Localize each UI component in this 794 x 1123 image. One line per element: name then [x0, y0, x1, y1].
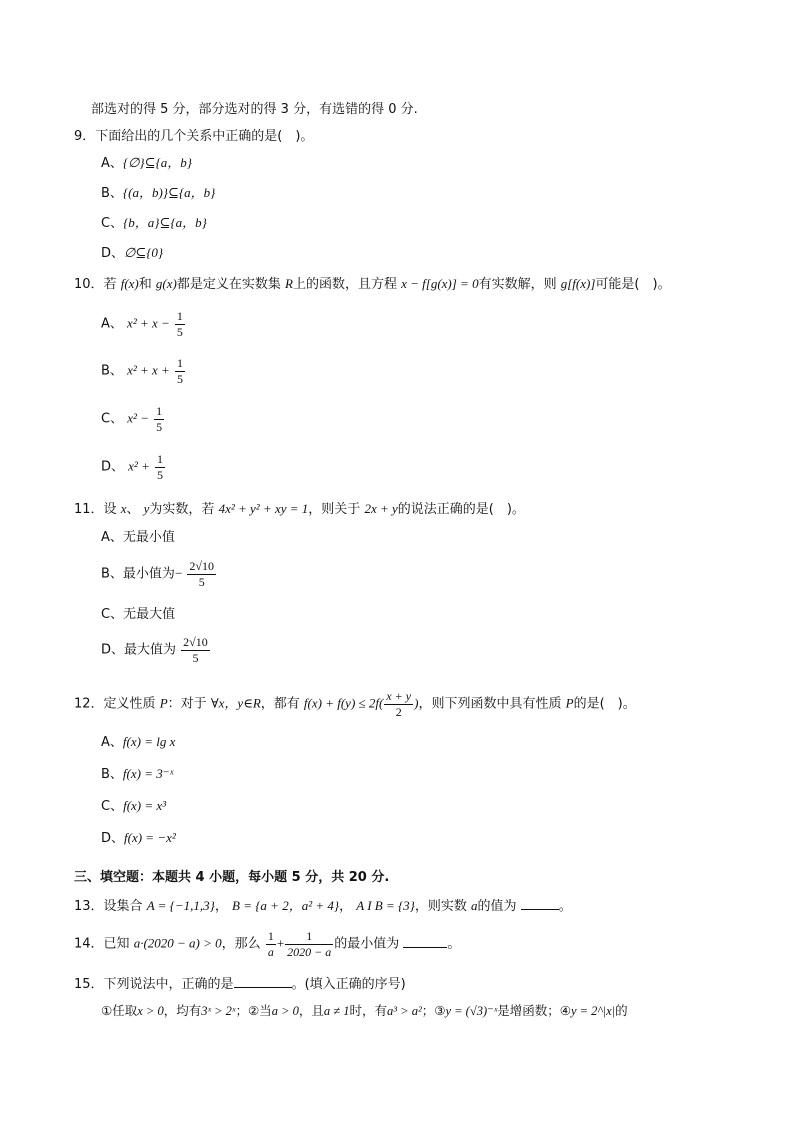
option-expr: f(x) = −x² — [124, 830, 176, 845]
math-var: a — [471, 898, 478, 913]
stem-text: 设 — [103, 502, 117, 517]
option-label: C、 — [101, 607, 124, 622]
option-label: B、 — [101, 363, 123, 379]
stem-text: 、 — [126, 502, 140, 517]
question-number: 12． — [74, 696, 104, 712]
option-11c — [101, 608, 175, 621]
denominator: 5 — [176, 324, 183, 339]
option-11b — [101, 560, 217, 588]
scoring-note: 部选对的得 5 分，部分选对的得 3 分，有选错的得 0 分. — [91, 102, 418, 117]
option-label: B、 — [101, 566, 123, 582]
math-condition: a ≠ 1 — [323, 1004, 350, 1018]
math-equation: x − f[g(x)] = 0 — [401, 276, 479, 291]
stem-text: 下列说法中，正确的是 — [103, 977, 234, 992]
option-9c — [101, 216, 207, 230]
stem-text: 。 — [558, 899, 572, 914]
question-15-statements — [101, 1005, 628, 1018]
numerator: 1 — [285, 930, 333, 945]
option-label: D、 — [101, 459, 125, 475]
option-label: D、 — [101, 246, 125, 261]
stem-text: 的说法正确的是( )。 — [397, 502, 525, 517]
question-number: 9． — [74, 129, 96, 144]
fraction — [181, 636, 210, 664]
option-12c — [101, 799, 166, 813]
numerator: 1 — [267, 929, 274, 943]
numerator: 1 — [157, 452, 163, 466]
option-expr: x² + — [128, 458, 150, 474]
math-set-a: A = {−1,1,3} — [146, 898, 215, 913]
option-9a — [101, 156, 192, 170]
fraction — [175, 310, 185, 338]
math-function: y = (√3)⁻ˣ — [445, 1004, 498, 1018]
stem-text: 有实数解，则 — [478, 277, 557, 292]
stem-text: ， — [339, 899, 353, 914]
stem-text: ，则下列函数中具有性质 — [418, 696, 562, 712]
denominator: 5 — [198, 574, 205, 589]
stem-text: ，且 — [298, 1003, 324, 1018]
stem-text: ，则实数 — [414, 899, 467, 914]
question-number: 10． — [74, 277, 104, 292]
stem-text: 。(填入正确的序号) — [291, 977, 406, 992]
denominator: 2020 − a — [287, 944, 332, 959]
stem-text: 时，有 — [349, 1003, 388, 1018]
math-gfx: g[f(x)] — [560, 276, 596, 291]
fraction — [155, 453, 165, 481]
denominator: 5 — [192, 650, 199, 665]
fraction — [175, 357, 185, 385]
stem-text: ；②当 — [235, 1003, 272, 1018]
question-number: 15． — [74, 977, 104, 992]
option-label: A、 — [101, 316, 123, 332]
answer-blank[interactable] — [234, 975, 292, 988]
option-10d — [101, 453, 166, 481]
math-paren: ) — [414, 695, 419, 711]
stem-text: 都是定义在实数集 — [176, 277, 281, 292]
math-inequality: 3ˣ > 2ˣ — [201, 1004, 236, 1018]
option-expr: {(a，b)}⊆{a，b} — [122, 185, 216, 200]
numerator: 2√10 — [183, 635, 208, 649]
option-label: C、 — [101, 799, 124, 814]
math-inequality: f(x) + f(y) ≤ 2f( — [303, 695, 384, 711]
denominator: 5 — [156, 419, 163, 434]
math-p: P — [159, 695, 168, 711]
stem-text: 的 — [615, 1003, 628, 1018]
math-intersection: A I B = {3} — [356, 898, 415, 913]
numerator: 2√10 — [189, 559, 215, 573]
option-label: B、 — [101, 767, 123, 782]
option-text: 无最大值 — [123, 607, 176, 622]
option-label: B、 — [101, 186, 123, 201]
option-label: D、 — [101, 642, 125, 658]
stem-text: ，均有 — [163, 1003, 202, 1018]
option-expr: {∅}⊆{a，b} — [122, 155, 192, 170]
option-9d — [101, 246, 163, 260]
stem-text: 的是( )。 — [573, 696, 636, 712]
option-expr: f(x) = x³ — [123, 798, 167, 813]
option-text: 无最小值 — [122, 530, 175, 545]
math-r: R — [285, 276, 293, 291]
math-forall: ∀x，y∈R — [210, 695, 261, 711]
stem-text: 定义性质 — [103, 696, 156, 712]
option-11a — [101, 531, 175, 544]
fraction — [266, 930, 276, 958]
answer-blank[interactable] — [403, 935, 447, 948]
question-10 — [74, 277, 671, 291]
math-condition: a·(2020 − a) > 0 — [133, 935, 222, 951]
math-p: P — [565, 695, 574, 711]
math-condition: a > 0 — [271, 1004, 299, 1018]
option-label: C、 — [101, 216, 124, 231]
stem-text: ①任取 — [101, 1003, 138, 1018]
minus-sign: − — [174, 565, 183, 581]
question-15 — [74, 975, 406, 991]
math-inequality: a³ > a² — [387, 1004, 422, 1018]
denominator: 5 — [176, 371, 183, 386]
math-function: y = 2^|x| — [570, 1004, 616, 1018]
question-number: 13． — [74, 899, 104, 914]
stem-text: 可能是( )。 — [595, 277, 671, 292]
option-label: C、 — [101, 411, 124, 427]
option-11d — [101, 636, 211, 664]
question-9 — [74, 130, 313, 143]
section-heading: 三、填空题：本题共 4 小题，每小题 5 分，共 20 分. — [74, 870, 390, 885]
option-9b — [101, 186, 215, 200]
stem-text: ，那么 — [221, 936, 261, 952]
question-stem: 下面给出的几个关系中正确的是( )。 — [95, 129, 314, 144]
stem-text: 上的函数，且方程 — [292, 277, 397, 292]
option-expr: ∅⊆{0} — [124, 245, 164, 260]
question-12 — [74, 690, 636, 718]
question-13 — [74, 897, 572, 913]
stem-text: 若 — [103, 277, 117, 292]
stem-text: 。 — [447, 936, 461, 952]
option-label: D、 — [101, 831, 125, 846]
stem-text: 为实数，若 — [149, 502, 215, 517]
fraction — [187, 560, 216, 588]
math-x: x — [120, 501, 127, 516]
option-expr: f(x) = lg x — [122, 734, 176, 749]
numerator: 1 — [176, 356, 183, 370]
question-number: 11． — [74, 502, 104, 517]
option-text: 最小值为 — [122, 566, 175, 582]
option-12d — [101, 831, 176, 845]
question-11 — [74, 502, 525, 516]
fraction — [154, 405, 164, 433]
option-10b — [101, 357, 186, 385]
stem-text: ， — [214, 899, 228, 914]
option-label: A、 — [101, 156, 123, 171]
stem-text: 和 — [138, 277, 152, 292]
math-set-b: B = {a + 2，a² + 4} — [232, 898, 340, 913]
option-expr: x² + x − — [127, 315, 170, 331]
fraction — [384, 690, 413, 718]
option-10a — [101, 310, 186, 338]
question-14 — [74, 930, 460, 958]
math-expr: 2x + y — [364, 501, 398, 516]
stem-text: ，则关于 — [308, 502, 361, 517]
stem-text: ；③ — [421, 1003, 446, 1018]
stem-text: 是增函数；④ — [497, 1003, 571, 1018]
denominator: 2 — [395, 704, 402, 719]
denominator: 5 — [157, 467, 163, 482]
option-12b — [101, 767, 173, 781]
fraction — [285, 930, 333, 958]
option-expr: {b，a}⊆{a，b} — [123, 215, 207, 230]
math-fx: f(x) — [120, 276, 139, 291]
numerator: 1 — [176, 309, 183, 323]
stem-text: 已知 — [103, 936, 130, 952]
stem-text: 的最小值为 — [334, 936, 400, 952]
numerator: x + y — [386, 689, 412, 703]
stem-text: ，都有 — [260, 696, 300, 712]
option-expr: f(x) = 3⁻ˣ — [122, 766, 174, 781]
option-12a — [101, 735, 175, 749]
stem-text: 设集合 — [103, 899, 143, 914]
plus-sign: + — [276, 935, 285, 951]
stem-text: ：对于 — [167, 696, 207, 712]
option-text: 最大值为 — [124, 642, 177, 658]
math-y: y — [143, 501, 150, 516]
option-label: A、 — [101, 735, 123, 750]
math-condition: x > 0 — [137, 1004, 164, 1018]
option-expr: x² + x + — [127, 362, 170, 378]
math-equation: 4x² + y² + xy = 1 — [218, 501, 309, 516]
option-expr: x² − — [127, 410, 149, 426]
math-gx: g(x) — [155, 276, 177, 291]
question-number: 14． — [74, 936, 104, 952]
answer-blank[interactable] — [521, 897, 559, 910]
option-label: A、 — [101, 530, 123, 545]
denominator: a — [267, 944, 274, 959]
option-10c — [101, 405, 165, 433]
numerator: 1 — [156, 404, 163, 418]
stem-text: 的值为 — [477, 899, 517, 914]
